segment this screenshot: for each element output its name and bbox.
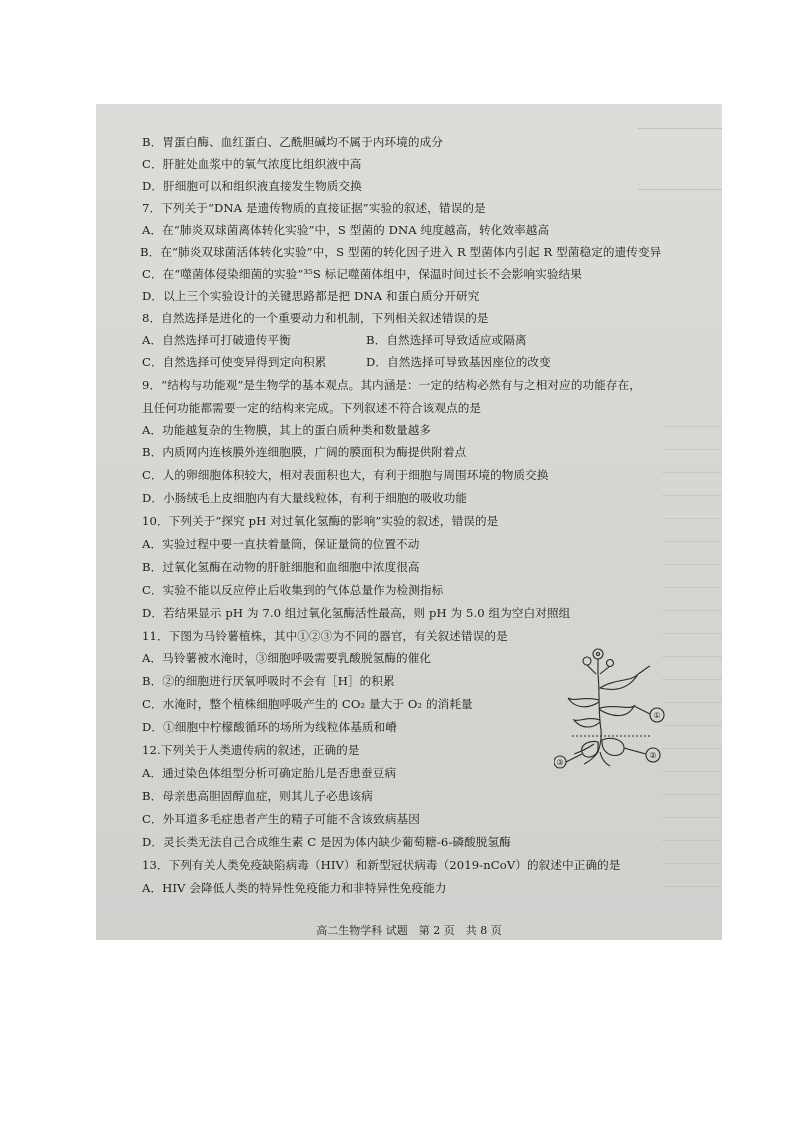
- q10-option-a: A．实验过程中要一直扶着量筒，保证量筒的位置不动: [142, 537, 420, 551]
- q7-option-a: A．在“肺炎双球菌离体转化实验”中，S 型菌的 DNA 纯度越高，转化效率越高: [142, 223, 550, 237]
- q9-option-c: C．人的卵细胞体积较大，相对表面积也大，有利于细胞与周围环境的物质交换: [142, 468, 549, 482]
- q6-option-c: C．肝脏处血浆中的氧气浓度比组织液中高: [142, 157, 362, 171]
- q11-option-b: B．②的细胞进行厌氧呼吸时不会有［H］的积累: [142, 674, 395, 688]
- q8-option-c: C．自然选择可使变异得到定向积累: [142, 355, 327, 369]
- q8-option-d: D．自然选择可导致基因座位的改变: [366, 355, 551, 369]
- q8-option-b: B．自然选择可导致适应或隔离: [366, 333, 527, 347]
- q7-option-b: B．在“肺炎双球菌活体转化实验”中，S 型菌的转化因子进入 R 型菌体内引起 R 型菌稳定的遗传变异: [140, 245, 662, 259]
- q8-option-a: A．自然选择可打破遗传平衡: [142, 333, 291, 347]
- q11-option-d: D．①细胞中柠檬酸循环的场所为线粒体基质和嵴: [142, 720, 397, 734]
- figure-label-1: ①: [653, 711, 661, 720]
- q9-stem-cont: 且任何功能都需要一定的结构来完成。下列叙述不符合该观点的是: [142, 401, 482, 415]
- q9-stem: 9．“结构与功能观”是生物学的基本观点。其内涵是：一定的结构必然有与之相对应的功能存在，: [142, 378, 641, 392]
- figure-label-2: ②: [649, 751, 657, 760]
- q12-option-a: A．通过染色体组型分析可确定胎儿是否患蚕豆病: [142, 766, 397, 780]
- q6-option-d: D．肝细胞可以和组织液直接发生物质交换: [142, 179, 362, 193]
- potato-plant-figure: [554, 644, 674, 770]
- q12-option-d: D．灵长类无法自己合成维生素 C 是因为体内缺少葡萄糖-6-磷酸脱氢酶: [142, 835, 511, 849]
- q7-option-c: C．在“噬菌体侵染细菌的实验”³⁵S 标记噬菌体组中，保温时间过长不会影响实验结果: [142, 267, 582, 281]
- q12-option-b: B．母亲患高胆固醇血症，则其儿子必患该病: [142, 789, 373, 803]
- q9-option-d: D．小肠绒毛上皮细胞内有大量线粒体，有利于细胞的吸收功能: [142, 491, 468, 505]
- q13-option-a: A．HIV 会降低人类的特异性免疫能力和非特异性免疫能力: [142, 881, 447, 895]
- exam-page: [96, 104, 722, 940]
- figure-label-3: ③: [556, 758, 564, 767]
- q9-option-b: B．内质网内连核膜外连细胞膜，广阔的膜面积为酶提供附着点: [142, 445, 467, 459]
- q7-stem: 7．下列关于“DNA 是遗传物质的直接证据”实验的叙述，错误的是: [142, 201, 486, 215]
- q11-option-a: A．马铃薯被水淹时，③细胞呼吸需要乳酸脱氢酶的催化: [142, 651, 432, 665]
- q9-option-a: A．功能越复杂的生物膜，其上的蛋白质种类和数量越多: [142, 423, 432, 437]
- page-footer: 高二生物学科 试题 第 2 页 共 8 页: [316, 924, 502, 937]
- q10-stem: 10．下列关于“探究 pH 对过氧化氢酶的影响”实验的叙述，错误的是: [142, 514, 499, 528]
- q12-option-c: C．外耳道多毛症患者产生的精子可能不含该致病基因: [142, 812, 420, 826]
- q11-stem: 11．下图为马铃薯植株，其中①②③为不同的器官，有关叙述错误的是: [142, 629, 508, 643]
- q13-stem: 13．下列有关人类免疫缺陷病毒（HIV）和新型冠状病毒（2019-nCoV）的叙述中正确的是: [142, 858, 621, 872]
- q8-stem: 8．自然选择是进化的一个重要动力和机制，下列相关叙述错误的是: [142, 311, 489, 325]
- q12-stem: 12.下列关于人类遗传病的叙述，正确的是: [142, 743, 360, 757]
- q10-option-c: C．实验不能以反应停止后收集到的气体总量作为检测指标: [142, 583, 444, 597]
- q11-option-c: C．水淹时，整个植株细胞呼吸产生的 CO₂ 量大于 O₂ 的消耗量: [142, 697, 473, 711]
- bleed-through-table: [638, 128, 722, 190]
- q10-option-b: B．过氧化氢酶在动物的肝脏细胞和血细胞中浓度很高: [142, 560, 420, 574]
- q6-option-b: B．胃蛋白酶、血红蛋白、乙酰胆碱均不属于内环境的成分: [142, 135, 443, 149]
- q7-option-d: D．以上三个实验设计的关键思路都是把 DNA 和蛋白质分开研究: [142, 289, 480, 303]
- q10-option-d: D．若结果显示 pH 为 7.0 组过氧化氢酶活性最高，则 pH 为 5.0 组为空白对照组: [142, 606, 571, 620]
